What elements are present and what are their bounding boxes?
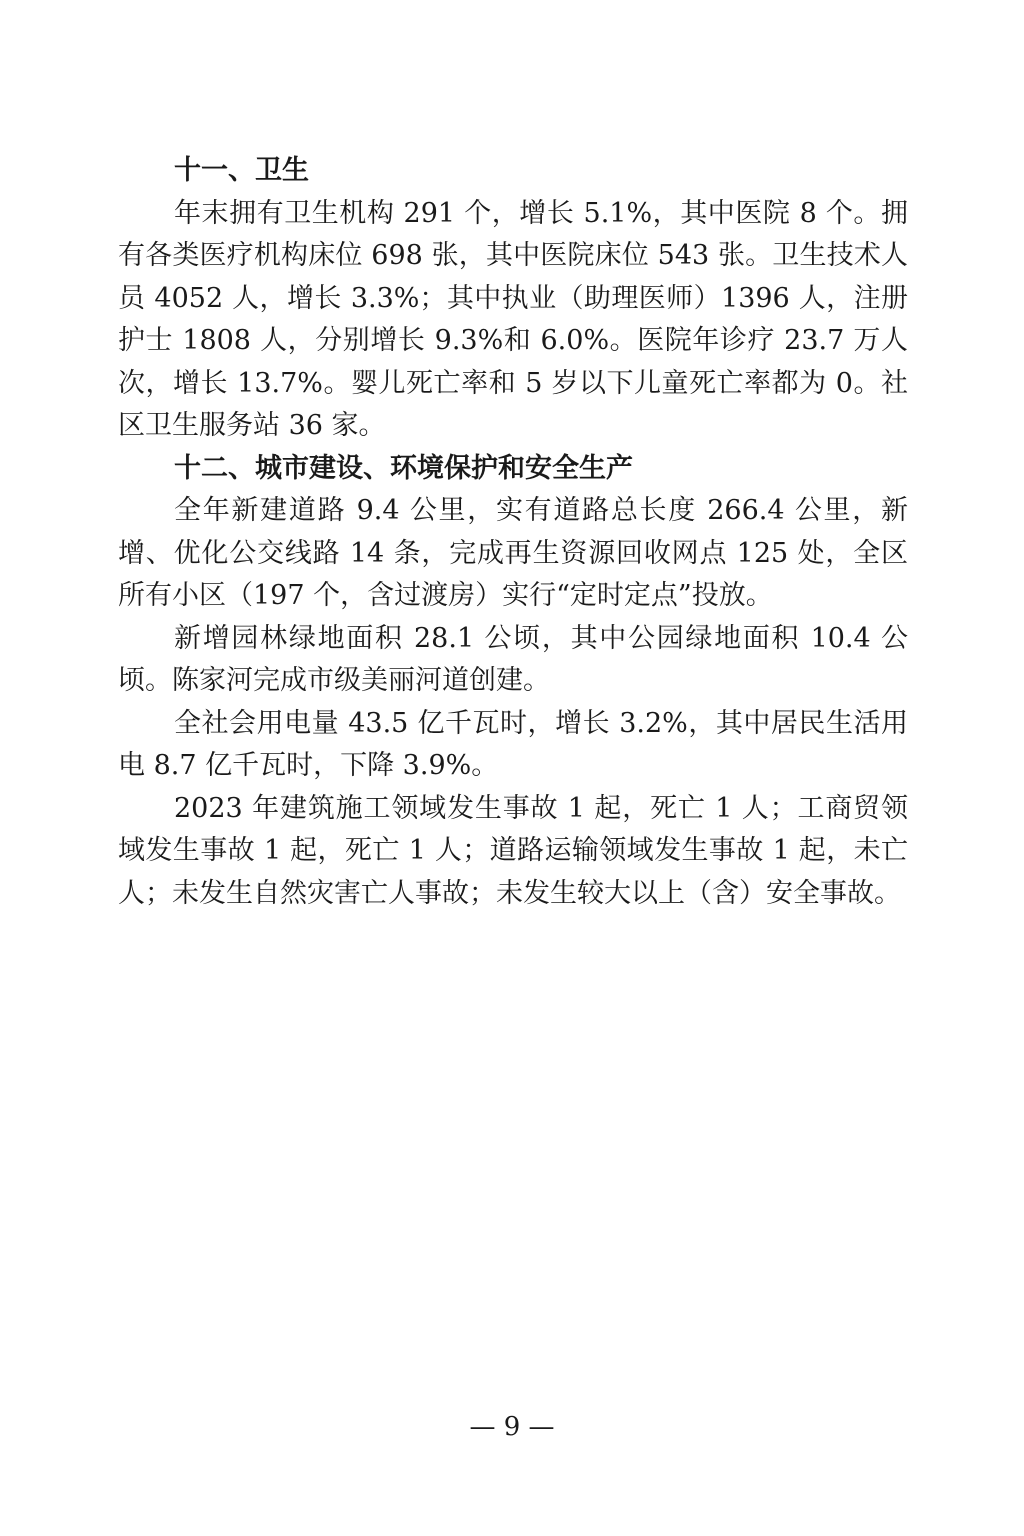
paragraph-health: 年末拥有卫生机构 291 个，增长 5.1%，其中医院 8 个。拥有各类医疗机构床位 698 张，其中医院床位 543 张。卫生技术人员 4052 人，增长 3.3%；其中执业（助理医师）1396 人，注册护士 1808 人，分别增长 9.3%和 6.0%。医院年诊疗 23.7 万人次，增长 13.7%。婴儿死亡率和 5 岁以下儿童死亡率都为 0。社区卫生服务站 36 家。 (118, 197, 908, 441)
paragraph-electricity: 全社会用电量 43.5 亿千瓦时，增长 3.2%，其中居民生活用电 8.7 亿千瓦时，下降 3.9%。 (118, 707, 908, 781)
section-heading-health: 十一、卫生 (174, 155, 309, 186)
paragraph-roads: 全年新建道路 9.4 公里，实有道路总长度 266.4 公里，新增、优化公交线路 14 条，完成再生资源回收网点 125 处，全区所有小区（197 个，含过渡房）实行“定时定点”投放。 (118, 495, 908, 611)
page-number: — 9 — (469, 1412, 555, 1442)
document-body (118, 150, 908, 915)
paragraph-greenery: 新增园林绿地面积 28.1 公顷，其中公园绿地面积 10.4 公顷。陈家河完成市级美丽河道创建。 (118, 622, 908, 696)
section-heading-urban: 十二、城市建设、环境保护和安全生产 (174, 452, 633, 484)
paragraph-safety: 2023 年建筑施工领域发生事故 1 起，死亡 1 人；工商贸领域发生事故 1 起，死亡 1 人；道路运输领域发生事故 1 起，未亡人；未发生自然灾害亡人事故；未发生较大以上（含）安全事故。 (118, 792, 908, 909)
